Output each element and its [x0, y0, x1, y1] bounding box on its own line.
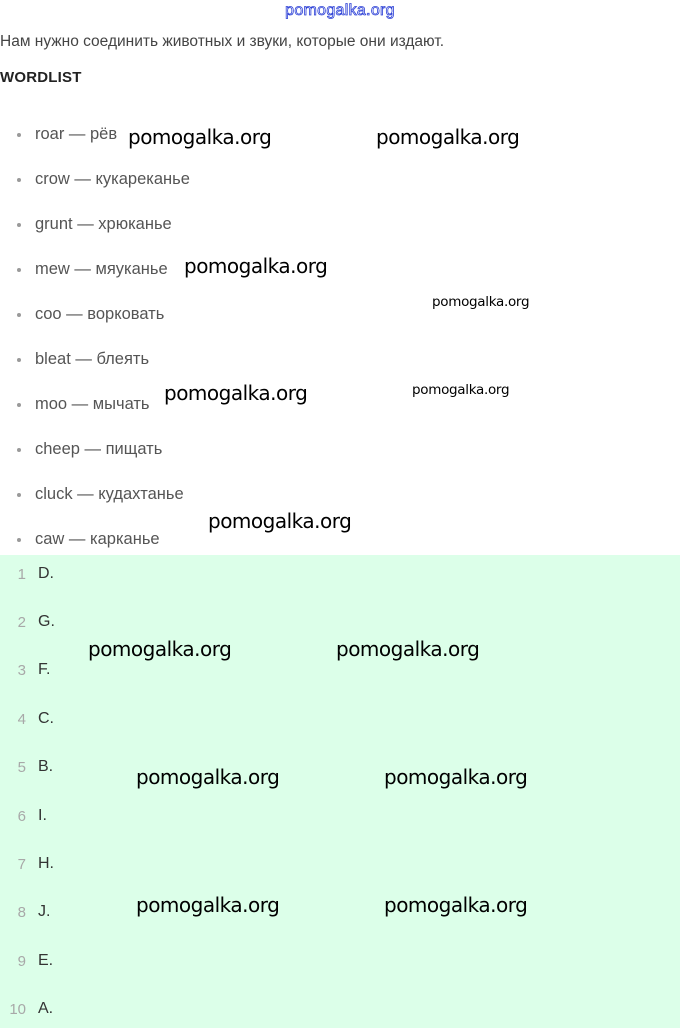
site-watermark-header: pomogalka.org	[285, 2, 395, 19]
list-item-text: cheep — пищать	[35, 440, 163, 458]
answer-letter: I.	[38, 807, 47, 824]
answer-number: 7	[17, 855, 26, 873]
answer-letter: B.	[38, 758, 54, 775]
bullet-icon	[17, 358, 21, 362]
bullet-icon	[17, 223, 21, 227]
watermark: pomogalka.org	[376, 125, 520, 149]
list-item-text: cluck — кудахтанье	[35, 485, 184, 503]
bullet-icon	[17, 493, 21, 497]
watermark: pomogalka.org	[164, 381, 308, 405]
watermark: pomogalka.org	[184, 254, 328, 278]
list-item-text: bleat — блеять	[35, 350, 150, 368]
answer-number: 10	[9, 1000, 26, 1018]
bullet-icon	[17, 133, 21, 137]
bullet-icon	[17, 538, 21, 542]
list-item-text: mew — мяуканье	[35, 260, 168, 278]
list-item-text: moo — мычать	[35, 395, 150, 413]
answer-number: 5	[17, 758, 26, 776]
watermark: pomogalka.org	[136, 893, 280, 917]
answer-row	[0, 888, 680, 936]
answers-panel	[0, 555, 680, 1028]
answer-letter: G.	[38, 613, 55, 630]
list-item-text: grunt — хрюканье	[35, 215, 172, 233]
answer-letter: H.	[38, 855, 54, 872]
answer-number: 9	[17, 952, 26, 970]
list-item	[0, 202, 400, 247]
watermark: pomogalka.org	[88, 637, 232, 661]
watermark: pomogalka.org	[128, 125, 272, 149]
answer-row	[0, 937, 680, 985]
watermark: pomogalka.org	[432, 294, 530, 310]
watermark: pomogalka.org	[412, 382, 510, 398]
bullet-icon	[17, 313, 21, 317]
list-item	[0, 157, 400, 202]
list-item	[0, 427, 400, 472]
answer-row	[0, 695, 680, 743]
answer-number: 6	[17, 807, 26, 825]
list-item	[0, 337, 400, 382]
answer-number: 4	[17, 710, 26, 728]
answer-letter: E.	[38, 952, 54, 969]
answer-number: 1	[17, 565, 26, 583]
bullet-icon	[17, 403, 21, 407]
answer-row	[0, 840, 680, 888]
answer-row	[0, 792, 680, 840]
watermark: pomogalka.org	[384, 765, 528, 789]
answer-row	[0, 550, 680, 598]
answer-number: 3	[17, 661, 26, 679]
bullet-icon	[17, 178, 21, 182]
answer-row	[0, 743, 680, 791]
answer-letter: A.	[38, 1000, 54, 1017]
answer-number: 2	[17, 613, 26, 631]
answer-row	[0, 985, 680, 1033]
watermark: pomogalka.org	[336, 637, 480, 661]
answer-letter: J.	[38, 903, 51, 920]
list-item-text: caw — карканье	[35, 530, 160, 548]
list-item	[0, 292, 400, 337]
answer-letter: F.	[38, 661, 51, 678]
task-description: Нам нужно соединить животных и звуки, которые они издают.	[0, 33, 445, 50]
watermark: pomogalka.org	[384, 893, 528, 917]
watermark: pomogalka.org	[208, 509, 352, 533]
list-item-text: coo — ворковать	[35, 305, 165, 323]
list-item-text: crow — кукареканье	[35, 170, 190, 188]
answer-letter: D.	[38, 565, 54, 582]
answer-letter: C.	[38, 710, 54, 727]
answer-number: 8	[17, 903, 26, 921]
wordlist-title: WORDLIST	[0, 69, 82, 86]
watermark: pomogalka.org	[136, 765, 280, 789]
bullet-icon	[17, 268, 21, 272]
list-item-text: roar — рёв	[35, 125, 118, 143]
bullet-icon	[17, 448, 21, 452]
